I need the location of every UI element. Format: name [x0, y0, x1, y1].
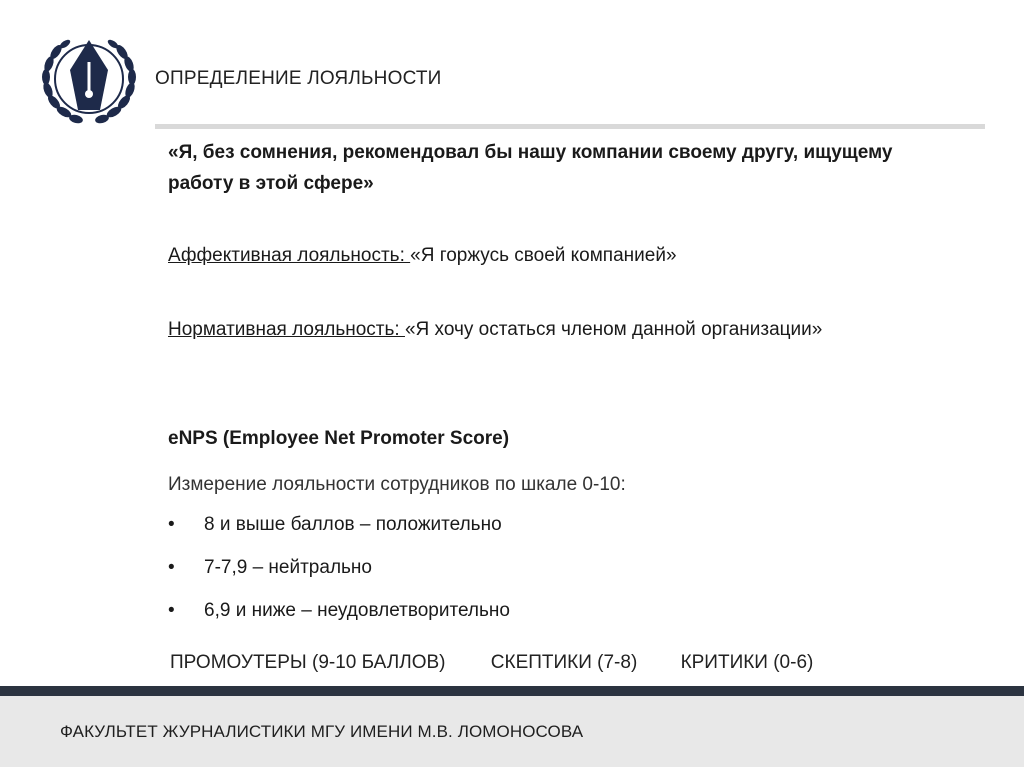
category-promoters: ПРОМОУТЕРЫ (9-10 БАЛЛОВ) — [170, 652, 446, 673]
bullet-icon: • — [168, 514, 175, 535]
fountain-pen-nib-laurel-icon — [34, 22, 144, 132]
enps-measure-text: Измерение лояльности сотрудников по шкале 0-10: — [168, 474, 626, 495]
affective-loyalty-label: Аффективная лояльность: — [168, 245, 411, 266]
normative-loyalty-text: «Я хочу остаться членом данной организации» — [404, 319, 823, 340]
enps-score-list — [168, 514, 510, 643]
title-divider — [155, 124, 985, 129]
enps-categories — [170, 652, 813, 674]
affective-loyalty — [168, 240, 958, 271]
list-item-text: 7-7,9 – нейтрально — [204, 557, 372, 578]
list-item — [168, 557, 510, 600]
bullet-icon: • — [168, 600, 175, 621]
list-item — [168, 600, 510, 643]
normative-loyalty — [168, 314, 958, 345]
footer-text: ФАКУЛЬТЕТ ЖУРНАЛИСТИКИ МГУ ИМЕНИ М.В. ЛОМОНОСОВА — [60, 722, 584, 741]
enps-heading: eNPS (Employee Net Promoter Score) — [168, 428, 510, 449]
page-title: ОПРЕДЕЛЕНИЕ ЛОЯЛЬНОСТИ — [155, 68, 442, 89]
list-item-text: 6,9 и ниже – неудовлетворительно — [204, 600, 510, 621]
recommendation-quote: «Я, без сомнения, рекомендовал бы нашу компании своему другу, ищущему работу в этой сфере» — [168, 142, 893, 194]
list-item-text: 8 и выше баллов – положительно — [204, 514, 502, 535]
footer — [0, 696, 1024, 767]
normative-loyalty-label: Нормативная лояльность: — [168, 319, 405, 340]
affective-loyalty-text: «Я горжусь своей компанией» — [410, 245, 677, 266]
footer-divider — [0, 686, 1024, 696]
category-skeptics: СКЕПТИКИ (7-8) — [490, 652, 638, 673]
bullet-icon: • — [168, 557, 175, 578]
list-item — [168, 514, 510, 557]
category-critics: КРИТИКИ (0-6) — [680, 652, 814, 673]
